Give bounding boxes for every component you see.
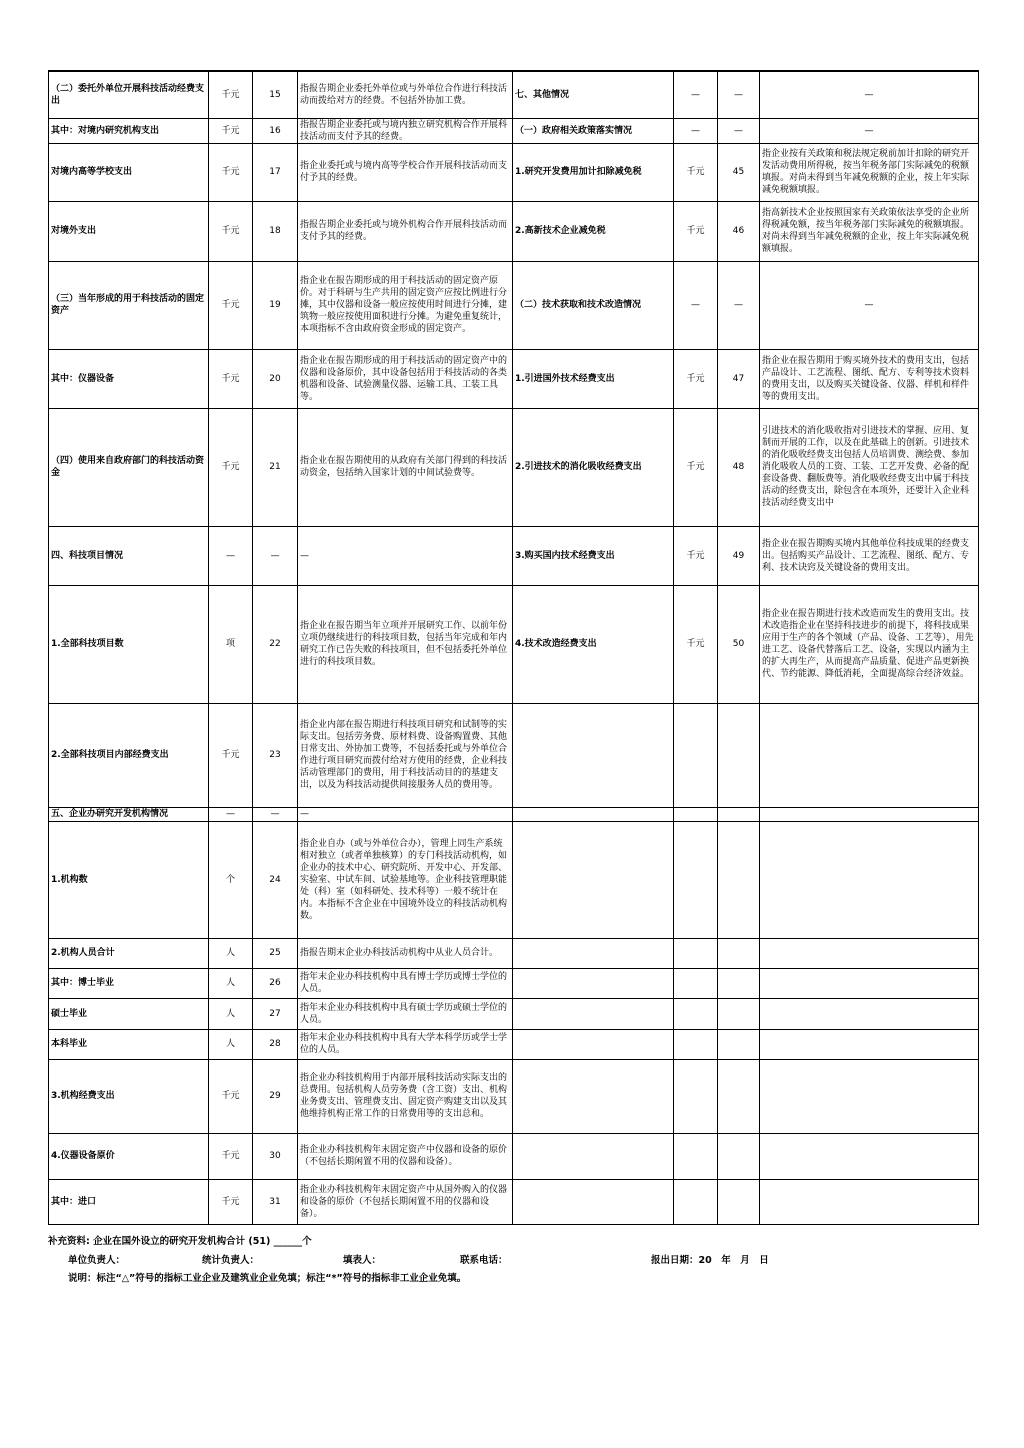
code-cell: 15 <box>253 71 298 118</box>
code-cell: — <box>253 807 298 821</box>
indicator-name: （二）技术获取和技术改造情况 <box>513 261 674 349</box>
description-cell: 指企业按有关政策和税法规定税前加计扣除的研究开发活动费用所得税，按当年税务部门实际减免的税额填报。对尚未得到当年减免税额的企业，按上年实际减免税额填报。 <box>760 143 979 201</box>
table-row <box>49 143 979 201</box>
description-cell: 指高新技术企业按照国家有关政策依法享受的企业所得税减免额，按当年税务部门实际减免的税额填报。对尚未得到当年减免税额的企业，按上年实际减免税额填报。 <box>760 201 979 261</box>
empty-cell <box>513 1133 674 1179</box>
indicator-name: 其中：进口 <box>49 1179 209 1224</box>
empty-cell <box>760 821 979 938</box>
indicator-name: （三）当年形成的用于科技活动的固定资产 <box>49 261 209 349</box>
table-row <box>49 968 979 998</box>
indicator-name: 五、企业办研究开发机构情况 <box>49 807 209 821</box>
empty-cell <box>674 998 718 1029</box>
unit-cell: 千元 <box>209 118 253 143</box>
table-row <box>49 585 979 703</box>
unit-head-label: 单位负责人： <box>68 1255 126 1266</box>
description-cell: 指企业在报告期形成的用于科技活动的固定资产中的仪器和设备原价，其中设备包括用于科技活动的各类机器和设备、试验测量仪器、运输工具、工装工具等。 <box>298 349 513 408</box>
code-cell: 18 <box>253 201 298 261</box>
indicator-name: 3.购买国内技术经费支出 <box>513 526 674 585</box>
description-cell: 指企业在报告期购买境内其他单位科技成果的经费支出。包括购买产品设计、工艺流程、图纸、配方、专利、技术诀窍及关键设备的费用支出。 <box>760 526 979 585</box>
description-cell: — <box>760 71 979 118</box>
unit-cell: — <box>674 261 718 349</box>
unit-cell: 千元 <box>674 349 718 408</box>
table-row <box>49 408 979 526</box>
empty-cell <box>760 1133 979 1179</box>
indicator-name: 1.全部科技项目数 <box>49 585 209 703</box>
code-cell: 49 <box>718 526 760 585</box>
table-row <box>49 998 979 1029</box>
table-row <box>49 703 979 807</box>
indicator-name: 其中：对境内研究机构支出 <box>49 118 209 143</box>
empty-cell <box>718 1059 760 1133</box>
table-row <box>49 807 979 821</box>
description-cell: 指企业办科技机构用于内部开展科技活动实际支出的总费用。包括机构人员劳务费（含工资）支出、机构业务费支出、管理费支出、固定资产购建支出以及其他维持机构正常工作的日常费用等的支出总和。 <box>298 1059 513 1133</box>
table-row <box>49 261 979 349</box>
empty-cell <box>718 1133 760 1179</box>
unit-cell: — <box>674 71 718 118</box>
indicator-name: 1.引进国外技术经费支出 <box>513 349 674 408</box>
code-cell: 16 <box>253 118 298 143</box>
empty-cell <box>760 968 979 998</box>
unit-cell: 千元 <box>674 585 718 703</box>
description-cell: 指企业在报告期形成的用于科技活动的固定资产原价。对于科研与生产共用的固定资产应按比例进行分摊，其中仪器和设备一般应按使用时间进行分摊，建筑物一般应按使用面积进行分摊。为避免重复统计，本项指标不含由政府资金形成的固定资产。 <box>298 261 513 349</box>
description-cell: 指报告期企业委托或与境外机构合作开展科技活动而支付予其的经费。 <box>298 201 513 261</box>
unit-cell: 千元 <box>674 408 718 526</box>
table-row <box>49 71 979 118</box>
unit-cell: 千元 <box>209 143 253 201</box>
description-cell: 指企业办科技机构年末固定资产中从国外购入的仪器和设备的原价（不包括长期闲置不用的仪器和设备）。 <box>298 1179 513 1224</box>
empty-cell <box>674 1059 718 1133</box>
description-cell: 指企业办科技机构年末固定资产中仪器和设备的原价（不包括长期闲置不用的仪器和设备）。 <box>298 1133 513 1179</box>
unit-cell: — <box>209 807 253 821</box>
description-cell: 指企业在报告期使用的从政府有关部门得到的科技活动资金，包括纳入国家计划的中间试验费等。 <box>298 408 513 526</box>
statistics-table <box>48 70 979 1225</box>
code-cell: — <box>718 118 760 143</box>
indicator-name: 四、科技项目情况 <box>49 526 209 585</box>
code-cell: 23 <box>253 703 298 807</box>
table-row <box>49 526 979 585</box>
supplement-line: 补充资料: 企业在国外设立的研究开发机构合计 (51) ______个 <box>48 1236 312 1247</box>
description-cell: 指年末企业办科技机构中具有博士学历或博士学位的人员。 <box>298 968 513 998</box>
unit-cell: 千元 <box>674 201 718 261</box>
indicator-name: 1.研究开发费用加计扣除减免税 <box>513 143 674 201</box>
empty-cell <box>674 1179 718 1224</box>
unit-cell: 千元 <box>209 201 253 261</box>
code-cell: 25 <box>253 938 298 968</box>
unit-cell: 项 <box>209 585 253 703</box>
description-cell: 指年末企业办科技机构中具有大学本科学历或学士学位的人员。 <box>298 1029 513 1059</box>
description-cell: 指年末企业办科技机构中具有硕士学历或硕士学位的人员。 <box>298 998 513 1029</box>
description-cell: 指企业内部在报告期进行科技项目研究和试制等的实际支出。包括劳务费、原材料费、设备购置费、其他日常支出、外协加工费等，不包括委托或与外单位合作进行项目研究而拨付给对方使用的经费，企业科技活动管理部门的费用，用于科技活动目的的基建支出，以及为科技活动提供间接服务人员的费用等。 <box>298 703 513 807</box>
code-cell: 24 <box>253 821 298 938</box>
description-cell: 指报告期企业委托外单位或与外单位合作进行科技活动而拨给对方的经费。不包括外协加工费。 <box>298 71 513 118</box>
empty-cell <box>513 807 674 821</box>
indicator-name: 2.机构人员合计 <box>49 938 209 968</box>
indicator-name: （二）委托外单位开展科技活动经费支出 <box>49 71 209 118</box>
indicator-name: 4.技术改造经费支出 <box>513 585 674 703</box>
empty-cell <box>718 1029 760 1059</box>
description-cell: 指企业在报告期当年立项并开展研究工作、以前年份立项仍继续进行的科技项目数，包括当年完成和年内研究工作已告失败的科技项目，但不包括委托外单位进行的科技项目数。 <box>298 585 513 703</box>
code-cell: 31 <box>253 1179 298 1224</box>
code-cell: — <box>718 261 760 349</box>
empty-cell <box>674 938 718 968</box>
code-cell: 46 <box>718 201 760 261</box>
code-cell: 20 <box>253 349 298 408</box>
empty-cell <box>513 703 674 807</box>
empty-cell <box>760 1059 979 1133</box>
unit-cell: 人 <box>209 968 253 998</box>
table-row <box>49 821 979 938</box>
indicator-name: 2.高新技术企业减免税 <box>513 201 674 261</box>
indicator-name: （一）政府相关政策落实情况 <box>513 118 674 143</box>
unit-cell: 千元 <box>209 349 253 408</box>
description-cell: — <box>298 526 513 585</box>
description-cell: 指企业在报告期用于购买境外技术的费用支出，包括产品设计、工艺流程、图纸、配方、专利等技术资料的费用支出，以及购买关键设备、仪器、样机和样件等的费用支出。 <box>760 349 979 408</box>
empty-cell <box>760 1029 979 1059</box>
table-row <box>49 938 979 968</box>
indicator-name: 硕士毕业 <box>49 998 209 1029</box>
empty-cell <box>674 968 718 998</box>
empty-cell <box>513 968 674 998</box>
indicator-name: 本科毕业 <box>49 1029 209 1059</box>
code-cell: 27 <box>253 998 298 1029</box>
code-cell: 50 <box>718 585 760 703</box>
description-cell: — <box>760 118 979 143</box>
unit-cell: 千元 <box>209 408 253 526</box>
unit-cell: 千元 <box>209 1059 253 1133</box>
unit-cell: 人 <box>209 998 253 1029</box>
empty-cell <box>760 807 979 821</box>
code-cell: 48 <box>718 408 760 526</box>
table-row <box>49 1059 979 1133</box>
code-cell: 29 <box>253 1059 298 1133</box>
code-cell: 30 <box>253 1133 298 1179</box>
description-cell: 指企业自办（或与外单位合办），管理上同生产系统相对独立（或者单独核算）的专门科技活动机构，如企业办的技术中心、研究院所、开发中心、开发部、实验室、中试车间、试验基地等。企业科技管理职能处（科）室（如科研处、技术科等）一般不统计在内。本指标不含企业在中国境外设立的科技活动机构数。 <box>298 821 513 938</box>
table-row <box>49 349 979 408</box>
description-cell: 指企业在报告期进行技术改造而发生的费用支出。技术改造指企业在坚持科技进步的前提下，将科技成果应用于生产的各个领域（产品、设备、工艺等），用先进工艺、设备代替落后工艺、设备，实现以内涵为主的扩大再生产，从而提高产品质量、促进产品更新换代、节约能源、降低消耗，全面提高综合经济效益。 <box>760 585 979 703</box>
unit-cell: 人 <box>209 1029 253 1059</box>
empty-cell <box>718 968 760 998</box>
indicator-name: （四）使用来自政府部门的科技活动资金 <box>49 408 209 526</box>
empty-cell <box>513 938 674 968</box>
indicator-name: 2.全部科技项目内部经费支出 <box>49 703 209 807</box>
empty-cell <box>674 1029 718 1059</box>
empty-cell <box>718 998 760 1029</box>
indicator-name: 七、其他情况 <box>513 71 674 118</box>
unit-cell: 千元 <box>209 261 253 349</box>
empty-cell <box>760 938 979 968</box>
empty-cell <box>718 821 760 938</box>
unit-cell: — <box>209 526 253 585</box>
empty-cell <box>513 1059 674 1133</box>
empty-cell <box>674 807 718 821</box>
table-row <box>49 1133 979 1179</box>
code-cell: 17 <box>253 143 298 201</box>
indicator-name: 1.机构数 <box>49 821 209 938</box>
report-date-label: 报出日期：20 年 月 日 <box>651 1255 769 1266</box>
code-cell: 21 <box>253 408 298 526</box>
unit-cell: 人 <box>209 938 253 968</box>
indicator-name: 对境外支出 <box>49 201 209 261</box>
table-row <box>49 1179 979 1224</box>
empty-cell <box>760 703 979 807</box>
code-cell: — <box>253 526 298 585</box>
description-cell: — <box>760 261 979 349</box>
indicator-name: 对境内高等学校支出 <box>49 143 209 201</box>
unit-cell: — <box>674 118 718 143</box>
unit-cell: 千元 <box>209 703 253 807</box>
empty-cell <box>513 998 674 1029</box>
indicator-name: 其中：仪器设备 <box>49 349 209 408</box>
empty-cell <box>513 1179 674 1224</box>
empty-cell <box>718 1179 760 1224</box>
table-row <box>49 201 979 261</box>
empty-cell <box>513 1029 674 1059</box>
table-row <box>49 1029 979 1059</box>
unit-cell: 千元 <box>674 526 718 585</box>
indicator-name: 4.仪器设备原价 <box>49 1133 209 1179</box>
description-cell: 指报告期企业委托或与境内独立研究机构合作开展科技活动而支付予其的经费。 <box>298 118 513 143</box>
empty-cell <box>513 821 674 938</box>
table-row <box>49 118 979 143</box>
description-cell: — <box>298 807 513 821</box>
stat-head-label: 统计负责人： <box>202 1255 260 1266</box>
indicator-name: 2.引进技术的消化吸收经费支出 <box>513 408 674 526</box>
unit-cell: 千元 <box>674 143 718 201</box>
empty-cell <box>674 703 718 807</box>
code-cell: 47 <box>718 349 760 408</box>
code-cell: 45 <box>718 143 760 201</box>
code-cell: 22 <box>253 585 298 703</box>
description-cell: 指企业委托或与境内高等学校合作开展科技活动而支付予其的经费。 <box>298 143 513 201</box>
code-cell: 19 <box>253 261 298 349</box>
unit-cell: 千元 <box>209 71 253 118</box>
unit-cell: 千元 <box>209 1133 253 1179</box>
empty-cell <box>760 1179 979 1224</box>
unit-cell: 个 <box>209 821 253 938</box>
empty-cell <box>674 1133 718 1179</box>
phone-label: 联系电话： <box>460 1255 508 1266</box>
unit-cell: 千元 <box>209 1179 253 1224</box>
code-cell: 28 <box>253 1029 298 1059</box>
indicator-name: 3.机构经费支出 <box>49 1059 209 1133</box>
note-line: 说明：标注“△”符号的指标工业企业及建筑业企业免填；标注“*”符号的指标非工业企业免填。 <box>68 1273 467 1284</box>
empty-cell <box>718 703 760 807</box>
empty-cell <box>718 807 760 821</box>
code-cell: — <box>718 71 760 118</box>
filler-label: 填表人： <box>343 1255 382 1266</box>
empty-cell <box>674 821 718 938</box>
code-cell: 26 <box>253 968 298 998</box>
indicator-name: 其中：博士毕业 <box>49 968 209 998</box>
empty-cell <box>760 998 979 1029</box>
empty-cell <box>718 938 760 968</box>
description-cell: 指报告期末企业办科技活动机构中从业人员合计。 <box>298 938 513 968</box>
description-cell: 引进技术的消化吸收指对引进技术的掌握、应用、复制而开展的工作，以及在此基础上的创新。引进技术的消化吸收经费支出包括人员培训费、测绘费、参加消化吸收人员的工资、工装、工艺开发费、必备的配套设备费、翻版费等。消化吸收经费支出中属于科技活动的经费支出，除包含在本项外，还要计入企业科技活动经费支出中 <box>760 408 979 526</box>
